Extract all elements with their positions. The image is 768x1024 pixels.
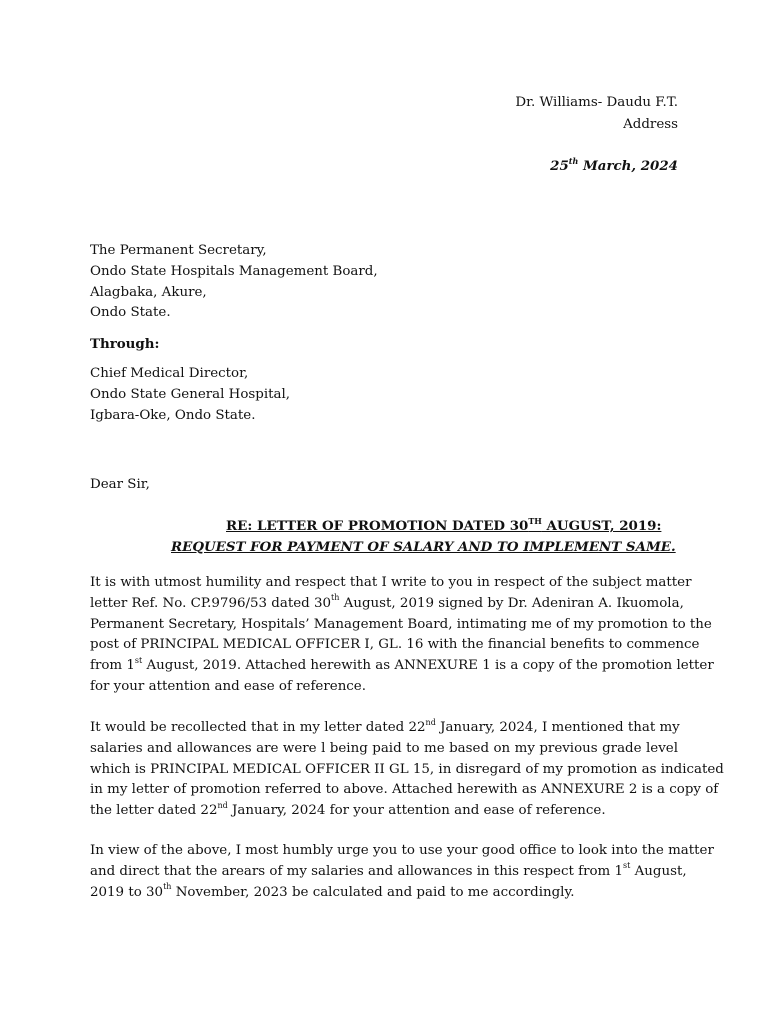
paragraph-1: It is with utmost humility and respect that I write to you in respect of the subject matter letter Ref. No. CP.9796/53 dated 30th August, 2019 signed by Dr. Adeniran A. Ikuomola, Permanent Secretary, Hospitals’ Management Board, intimating me of my promotion to the post of PRINCIPAL MEDICAL OFFICER I, GL. 16 with the financial benefits to commence from 1st August, 2019. Attached herewith as ANNEXURE 1 is a copy of the promotion letter for your attention and ease of reference. <box>90 575 714 694</box>
through-line: Ondo State General Hospital, <box>90 386 291 402</box>
letter-date: 25th March, 2024 <box>550 155 678 174</box>
recipient-line: Alagbaka, Akure, <box>90 284 207 300</box>
sender-address: Address <box>623 117 678 132</box>
subject-line-2: REQUEST FOR PAYMENT OF SALARY AND TO IMPLEMENT SAME. <box>171 539 676 555</box>
salutation: Dear Sir, <box>90 477 150 492</box>
recipient-line: Ondo State Hospitals Management Board, <box>90 263 378 279</box>
through-line: Igbara-Oke, Ondo State. <box>90 407 256 423</box>
sender-name: Dr. Williams- Daudu F.T. <box>515 95 678 110</box>
recipient-line: Ondo State. <box>90 305 171 321</box>
through-label: Through: <box>90 336 160 352</box>
recipient-address <box>90 241 378 324</box>
through-line: Chief Medical Director, <box>90 366 249 381</box>
subject-line-1: RE: LETTER OF PROMOTION DATED 30TH AUGUST, 2019: <box>226 515 662 534</box>
recipient-line: The Permanent Secretary, <box>90 243 267 258</box>
through-address <box>90 364 290 426</box>
paragraph-3: In view of the above, I most humbly urge you to use your good office to look into the matter and direct that the arears of my salaries and allowances in this respect from 1st August, 2019 to 30th November, 2023 be calculated and paid to me accordingly. <box>90 843 714 900</box>
paragraph-2: It would be recollected that in my letter dated 22nd January, 2024, I mentioned that my salaries and allowances are were l being paid to me based on my previous grade level which is PRINCIPAL MEDICAL OFFICER II GL 15, in disregard of my promotion as indicated in my letter of promotion referred to above. Attached herewith as ANNEXURE 2 is a copy of the letter dated 22nd January, 2024 for your attention and ease of reference. <box>90 717 724 819</box>
